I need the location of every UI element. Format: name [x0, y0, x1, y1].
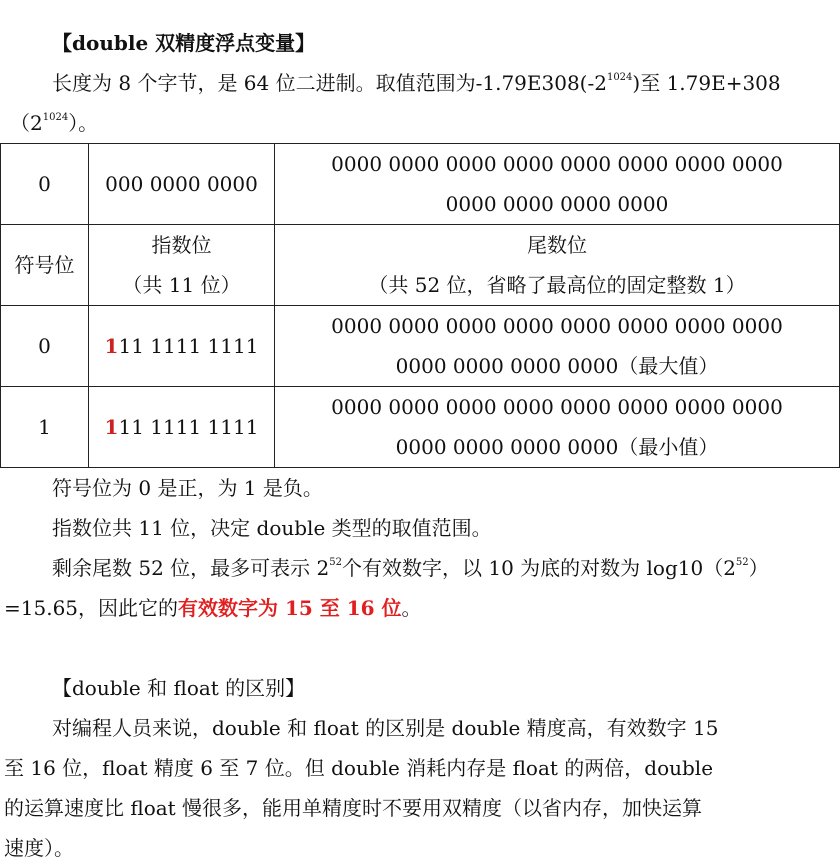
mantissa-note-line1 — [52, 555, 769, 581]
section1-intro-line2 — [10, 110, 98, 136]
sign-cell — [1, 144, 89, 225]
intro-exponent-1: 1024 — [606, 72, 633, 83]
section2-line2: 至 16 位，float 精度 6 至 7 位。但 double 消耗内存是 float 的两倍，double — [4, 756, 714, 780]
exponent-leading-bit: 1 — [104, 415, 119, 439]
mantissa-line2: 0000 0000 0000 0000 — [445, 192, 669, 216]
section1-intro-line1 — [52, 70, 781, 96]
mantissa-note-text-b: 个有效数字，以 10 为底的对数为 log10（2 — [341, 556, 736, 580]
table-row — [1, 306, 840, 387]
exponent-header-cell — [89, 225, 275, 306]
precision-highlight: 有效数字为 15 至 16 位 — [178, 596, 402, 620]
mantissa-exponent-1: 52 — [329, 557, 342, 568]
intro-text-c: （2 — [10, 111, 43, 135]
mantissa-exponent-2: 52 — [735, 557, 749, 568]
section2-line4: 速度）。 — [4, 836, 74, 860]
table-row — [1, 387, 840, 468]
mantissa-header-sub: （共 52 位，省略了最高位的固定整数 1） — [368, 273, 746, 297]
exponent-value: 11 1111 1111 — [118, 334, 259, 358]
table-row — [1, 144, 840, 225]
table-row — [1, 225, 840, 306]
intro-text-a: 长度为 8 个字节，是 64 位二进制。取值范围为-1.79E308(-2 — [52, 71, 607, 95]
intro-text-b: )至 1.79E+308 — [632, 71, 781, 95]
sign-header-cell — [1, 225, 89, 306]
exponent-value: 000 0000 0000 — [105, 172, 258, 196]
exponent-cell — [89, 306, 275, 387]
section2-title: 【double 和 float 的区别】 — [52, 676, 306, 700]
mantissa-note-text-d: =15.65，因此它的 — [4, 596, 179, 620]
mantissa-note-line2 — [4, 595, 422, 621]
mantissa-line2: 0000 0000 0000 0000（最小值） — [395, 435, 719, 459]
exponent-header: 指数位 — [151, 233, 212, 257]
sign-cell — [1, 306, 89, 387]
intro-text-d: ）。 — [68, 111, 99, 135]
mantissa-note-text-c: ） — [748, 556, 769, 580]
exponent-leading-bit: 1 — [104, 334, 119, 358]
mantissa-note-text-a: 剩余尾数 52 位，最多可表示 2 — [52, 556, 330, 580]
exponent-cell — [89, 387, 275, 468]
double-format-table — [0, 143, 840, 468]
section2-line3: 的运算速度比 float 慢很多，能用单精度时不要用双精度（以省内存，加快运算 — [4, 796, 703, 820]
exponent-cell — [89, 144, 275, 225]
mantissa-cell — [275, 387, 840, 468]
mantissa-line1: 0000 0000 0000 0000 0000 0000 0000 0000 — [331, 152, 783, 176]
mantissa-note-text-e: 。 — [401, 596, 422, 620]
exponent-header-sub: （共 11 位） — [122, 273, 241, 297]
section1-title: 【double 双精度浮点变量】 — [52, 31, 316, 55]
sign-cell — [1, 387, 89, 468]
sign-note: 符号位为 0 是正，为 1 是负。 — [52, 476, 323, 500]
sign-header: 符号位 — [14, 253, 75, 277]
intro-exponent-2: 1024 — [42, 112, 69, 123]
sign-value: 0 — [38, 334, 51, 358]
mantissa-cell — [275, 306, 840, 387]
mantissa-cell — [275, 144, 840, 225]
exponent-note: 指数位共 11 位，决定 double 类型的取值范围。 — [52, 516, 492, 540]
mantissa-line1: 0000 0000 0000 0000 0000 0000 0000 0000 — [331, 395, 783, 419]
sign-value: 0 — [38, 172, 51, 196]
sign-value: 1 — [38, 415, 51, 439]
exponent-value: 11 1111 1111 — [118, 415, 259, 439]
mantissa-header: 尾数位 — [527, 233, 587, 257]
mantissa-line2: 0000 0000 0000 0000（最大值） — [395, 354, 719, 378]
mantissa-line1: 0000 0000 0000 0000 0000 0000 0000 0000 — [331, 314, 783, 338]
mantissa-header-cell — [275, 225, 840, 306]
section2-line1: 对编程人员来说，double 和 float 的区别是 double 精度高，有效数字 15 — [52, 716, 719, 740]
